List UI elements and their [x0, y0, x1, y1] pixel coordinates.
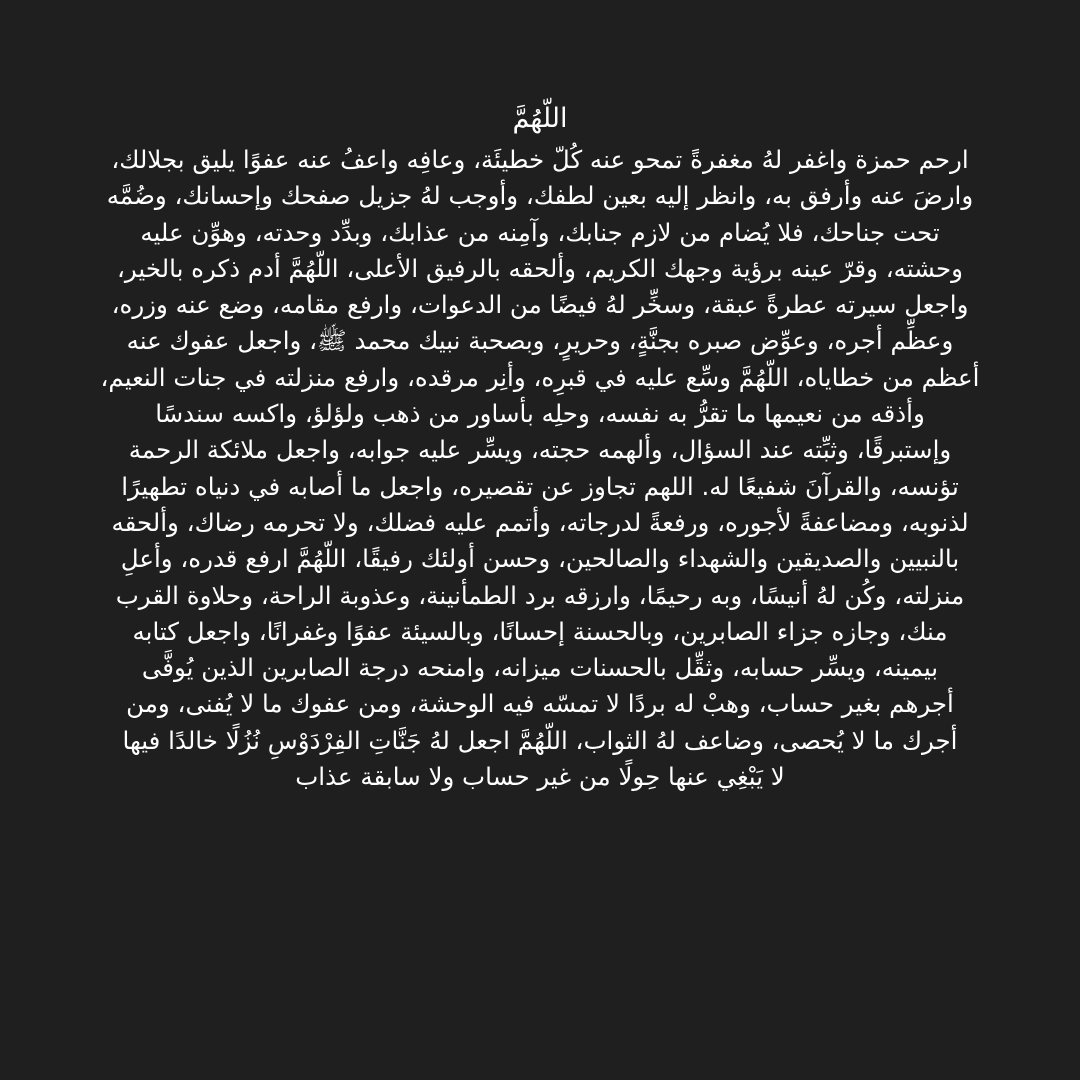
prayer-line-6: وعظِّم أجره، وعوِّض صبره بجنَّةٍ، وحريرٍ، وبصحبة نبيك محمد ﷺ، واجعل عفوك عنه	[126, 326, 954, 356]
prayer-line-16: أجرهم بغير حساب، وهبْ له بردًا لا تمسّه فيه الوحشة، ومن عفوك ما لا يُفنى، ومن	[126, 689, 954, 719]
prayer-line-4: وحشته، وقرّ عينه برؤية وجهك الكريم، وألحقه بالرفيق الأعلى، اللّهُمَّ أدم ذكره بالخير،	[117, 253, 963, 283]
prayer-line-18: لا يَبْغِي عنها حِولًا من غير حساب ولا سابقة عذاب	[295, 762, 785, 792]
prayer-line-12: بالنبيين والصديقين والشهداء والصالحين، وحسن أولئك رفيقًا، اللّهُمَّ ارفع قدره، وأعلِ	[120, 544, 960, 574]
prayer-line-9: وإستبرقًا، وثبِّته عند السؤال، وألهمه حجته، ويسِّر عليه جوابه، واجعل ملائكة الرحمة	[128, 435, 952, 465]
prayer-line-13: منزلته، وكُن لهُ أنيسًا، وبه رحيمًا، وارزقه برد الطمأنينة، وعذوبة الراحة، وحلاوة القرب	[115, 580, 965, 610]
prayer-title: اللّهُمَّ	[512, 103, 568, 134]
prayer-line-2: وارضَ عنه وأرفق به، وانظر إليه بعين لطفك، وأوجب لهُ جزيل صفحك وإحسانك، وضُمَّه	[106, 181, 974, 211]
prayer-line-8: وأذقه من نعيمها ما تقرُّ به نفسه، وحلِه بأساور من ذهب ولؤلؤ، واكسه سندسًا	[155, 399, 925, 429]
prayer-line-11: لذنوبه، ومضاعفةً لأجوره، ورفعةً لدرجاته، وأتمم عليه فضلك، ولا تحرمه رضاك، وألحقه	[111, 507, 969, 537]
prayer-line-5: واجعل سيرته عطرةً عبقة، وسخِّر لهُ فيضًا من الدعوات، وارفع مقامه، وضع عنه وزره،	[111, 290, 969, 320]
prayer-line-1: ارحم حمزة واغفر لهُ مغفرةً تمحو عنه كُلّ خطيئَة، وعافِه واعفُ عنه عفوًا يليق بجلالك،	[111, 145, 969, 174]
prayer-line-3: تحت جناحك، فلا يُضام من لازم جنابك، وآمِنه من عذابك، وبدِّد وحدته، وهوِّن عليه	[140, 217, 940, 247]
prayer-text-block	[60, 96, 1020, 795]
prayer-line-7: أعظم من خطاياه، اللّهُمَّ وسِّع عليه في قبرِه، وأنِر مرقده، وارفع منزلته في جنات النعيم،	[100, 362, 980, 392]
prayer-line-17: أجرك ما لا يُحصى، وضاعف لهُ الثواب، اللّهُمَّ اجعل لهُ جَنَّاتِ الفِرْدَوْسِ نُزُلًا خالدًا فيها	[122, 725, 958, 755]
prayer-line-14: منك، وجازه جزاء الصابرين، وبالحسنة إحسانًا، وبالسيئة عفوًا وغفرانًا، واجعل كتابه	[132, 616, 948, 646]
prayer-line-15: بيمينه، ويسِّر حسابه، وثقِّل بالحسنات ميزانه، وامنحه درجة الصابرين الذين يُوفَّى	[141, 653, 939, 683]
prayer-line-10: تؤنسه، والقرآنَ شفيعًا له. اللهم تجاوز عن تقصيره، واجعل ما أصابه في دنياه تطهيرًا	[121, 471, 959, 501]
